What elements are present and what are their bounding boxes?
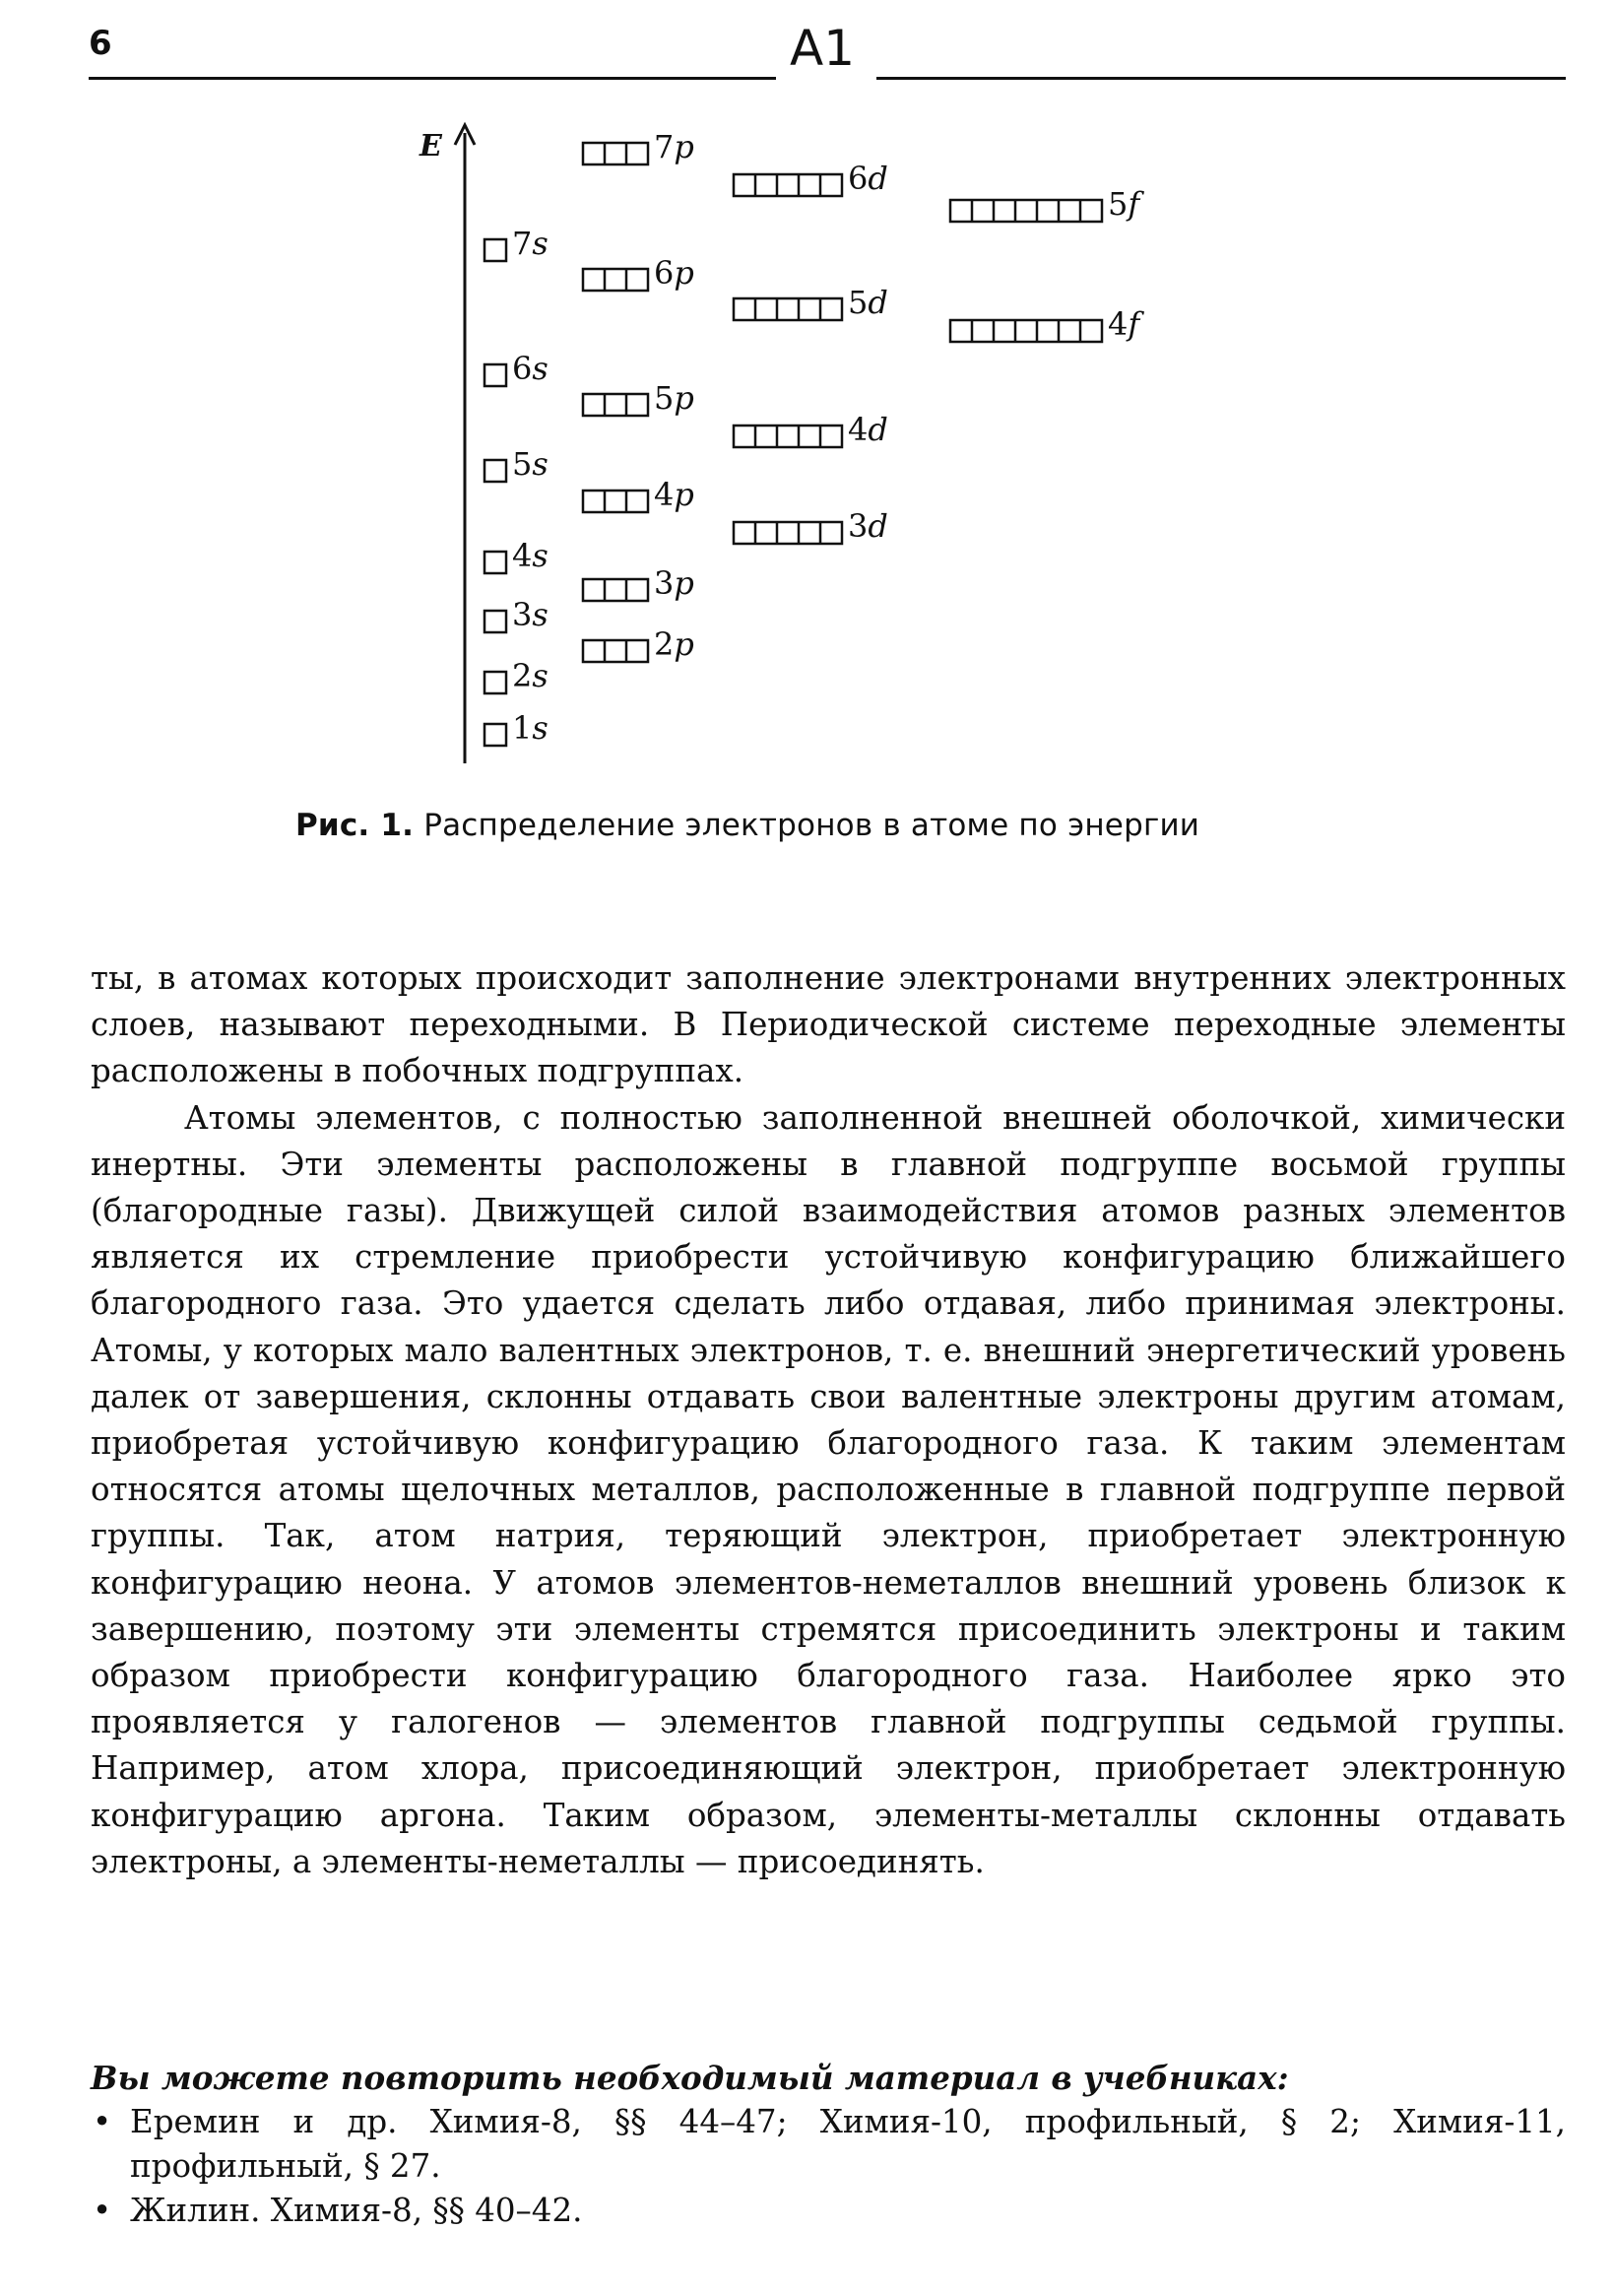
sublevel-label-1s (512, 709, 549, 747)
orbital-cells-4d (734, 426, 842, 447)
orbital-cells-6s (484, 364, 506, 386)
sublevel-number: 5 (848, 284, 869, 321)
orbital-cells-5s (484, 460, 506, 482)
bullet-icon: • (93, 2103, 112, 2140)
orbital-cells-6d (734, 174, 842, 196)
sublevel-number: 6 (848, 160, 869, 197)
sublevel-letter: s (532, 225, 549, 262)
sublevel-letter: f (1128, 305, 1140, 343)
sublevel-number: 4 (848, 411, 869, 448)
orbital-cells-4f (950, 320, 1102, 342)
header-rule-left (89, 77, 776, 80)
sublevel-letter: s (532, 537, 549, 574)
sublevel-letter: s (532, 596, 549, 633)
reference-text: Еремин и др. Химия-8, §§ 44–47; Химия-10, профильный, § 2; Химия-11, профильный, § 27. (130, 2103, 1566, 2185)
sublevel-letter: d (868, 507, 888, 545)
sublevel-number: 5 (654, 379, 675, 417)
reference-item (91, 2189, 1566, 2233)
sublevel-letter: d (868, 411, 888, 448)
running-title: А1 (790, 20, 856, 77)
orbital-cells-4s (484, 552, 506, 573)
orbital-cells-7s (484, 239, 506, 261)
sublevel-number: 5 (1108, 185, 1129, 223)
sublevel-label-4d (848, 411, 888, 448)
sublevel-letter: s (532, 350, 549, 387)
orbital-cells-3d (734, 522, 842, 544)
sublevel-label-6d (848, 160, 888, 197)
sublevel-number: 3 (512, 596, 533, 633)
sublevel-label-6p (654, 254, 694, 292)
orbital-cells-2s (484, 672, 506, 693)
references-heading: Вы можете повторить необходимый материал в учебниках: (91, 2059, 1289, 2097)
sublevel-letter: s (532, 657, 549, 694)
sublevel-letter: s (532, 709, 549, 747)
orbital-cells-3p (583, 579, 648, 601)
sublevel-number: 5 (512, 445, 533, 483)
body-text (91, 955, 1566, 1885)
sublevel-number: 2 (654, 625, 675, 663)
sublevel-letter: d (868, 160, 888, 197)
sublevel-label-3p (654, 564, 694, 602)
figure-caption (295, 808, 1319, 843)
sublevel-number: 7 (654, 128, 675, 165)
orbital-cells-3s (484, 611, 506, 632)
sublevel-label-2p (654, 625, 694, 663)
sublevel-label-4s (512, 537, 549, 574)
sublevel-number: 3 (848, 507, 869, 545)
orbital-cells-5p (583, 394, 648, 416)
paragraph-2: Атомы элементов, с полностью заполненной внешней оболочкой, химически инертны. Эти элементы расположены в главной подгруппе восьмой группы (благородные газы). Движущей силой взаимодействия атомов разных элементов является их стремление приобрести устойчивую конфигурацию ближайшего благородного газа. Это удается сделать либо отдавая, либо принимая электроны. Атомы, у которых мало валентных электронов, т. е. внешний энергетический уровень далек от завершения, склонны отдавать свои валентные электроны другим атомам, приобретая устойчивую конфигурацию благородного газа. К таким элементам относятся атомы щелочных металлов, расположенные в главной подгруппе первой группы. Так, атом натрия, теряющий электрон, приобретает электронную конфигурацию неона. У атомов элементов-неметаллов внешний уровень близок к завершению, поэтому эти элементы стремятся присоединить электроны и таким образом приобрести конфигурацию благородного газа. Наиболее ярко это проявляется у галогенов — элементов главной подгруппы седьмой группы. Например, атом хлора, присоединяющий электрон, приобретает электронную конфигурацию аргона. Таким образом, элементы-металлы склонны отдавать электроны, а элементы-неметаллы — присоединять. (91, 1098, 1566, 1880)
sublevel-label-7s (512, 225, 549, 262)
orbital-cells-2p (583, 640, 648, 662)
figure-caption-lead: Рис. 1. (295, 808, 415, 843)
references-block (91, 2056, 1566, 2233)
orbital-cells-5f (950, 200, 1102, 222)
sublevel-letter: p (674, 564, 694, 602)
header-rule-right (876, 77, 1566, 80)
sublevel-number: 2 (512, 657, 533, 694)
sublevel-label-5s (512, 445, 549, 483)
energy-level-diagram (394, 123, 1280, 773)
sublevel-label-6s (512, 350, 549, 387)
page-header (89, 20, 1566, 79)
sublevel-label-2s (512, 657, 549, 694)
sublevel-label-5f (1108, 185, 1140, 223)
sublevel-letter: s (532, 445, 549, 483)
reference-item (91, 2100, 1566, 2189)
sublevel-letter: p (674, 379, 694, 417)
sublevel-number: 1 (512, 709, 533, 747)
orbital-cells-1s (484, 724, 506, 746)
sublevel-label-4f (1108, 305, 1140, 343)
sublevel-number: 4 (1108, 305, 1129, 343)
orbital-cells-7p (583, 143, 648, 164)
sublevel-number: 7 (512, 225, 533, 262)
sublevel-number: 6 (512, 350, 533, 387)
sublevel-label-4p (654, 476, 694, 513)
sublevel-letter: p (674, 128, 694, 165)
orbital-cells-6p (583, 269, 648, 291)
sublevel-number: 4 (512, 537, 533, 574)
sublevel-letter: f (1128, 185, 1140, 223)
sublevel-label-7p (654, 128, 694, 165)
paragraph-1: ты, в атомах которых происходит заполнение электронами внутренних электронных слоев, называют переходными. В Периодической системе переходные элементы расположены в побочных подгруппах. (91, 959, 1566, 1090)
sublevel-number: 3 (654, 564, 675, 602)
sublevel-label-3d (848, 507, 888, 545)
bullet-icon: • (93, 2192, 112, 2229)
page-number: 6 (89, 24, 112, 63)
orbital-cells-5d (734, 298, 842, 320)
sublevel-letter: d (868, 284, 888, 321)
energy-axis-label: E (420, 129, 442, 164)
figure-caption-text: Распределение электронов в атоме по энергии (423, 808, 1200, 843)
sublevel-number: 6 (654, 254, 675, 292)
sublevel-label-5d (848, 284, 888, 321)
sublevel-number: 4 (654, 476, 675, 513)
orbital-cells-4p (583, 491, 648, 512)
sublevel-label-5p (654, 379, 694, 417)
sublevel-letter: p (674, 476, 694, 513)
sublevel-letter: p (674, 625, 694, 663)
reference-text: Жилин. Химия-8, §§ 40–42. (130, 2192, 583, 2229)
sublevel-letter: p (674, 254, 694, 292)
sublevel-label-3s (512, 596, 549, 633)
